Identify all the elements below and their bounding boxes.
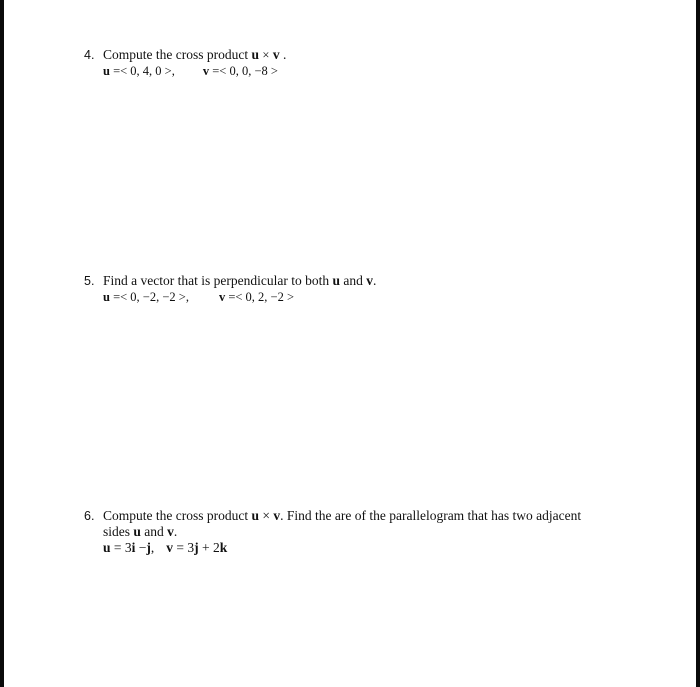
- problem-5: [84, 273, 376, 305]
- vector-definitions: u =< 0, 4, 0 >, v =< 0, 0, −8 >: [103, 64, 278, 78]
- vector-v: v: [272, 47, 280, 62]
- problem-number: 4.: [84, 48, 95, 62]
- vector-u: u: [251, 508, 259, 523]
- problem-number: 6.: [84, 509, 95, 523]
- vector-u: u: [251, 47, 259, 62]
- vector-v: v: [366, 273, 373, 288]
- u-components: =< 0, 4, 0 >,: [113, 64, 175, 78]
- problem-statement-cont: sides u and v.: [103, 524, 178, 539]
- problem-statement: Find a vector that is perpendicular to both u and v.: [103, 273, 377, 288]
- u-components: =< 0, −2, −2 >,: [113, 290, 189, 304]
- problem-6: [84, 508, 581, 556]
- vector-u: u: [332, 273, 340, 288]
- problem-statement: Compute the cross product u × v. Find the are of the parallelogram that has two adjacent: [103, 508, 582, 523]
- problem-statement: Compute the cross product u × v .: [103, 47, 287, 62]
- problem-4: [84, 47, 286, 79]
- vector-definitions: u =< 0, −2, −2 >, v =< 0, 2, −2 >: [103, 290, 295, 304]
- vector-v: v: [273, 508, 281, 523]
- vector-definitions: u = 3i −j, v = 3j + 2k: [103, 540, 228, 555]
- v-components: =< 0, 0, −8 >: [212, 64, 278, 78]
- page-edge-left: [0, 0, 4, 687]
- page-edge-right: [696, 0, 700, 687]
- problem-number: 5.: [84, 274, 95, 288]
- v-components: =< 0, 2, −2 >: [228, 290, 295, 304]
